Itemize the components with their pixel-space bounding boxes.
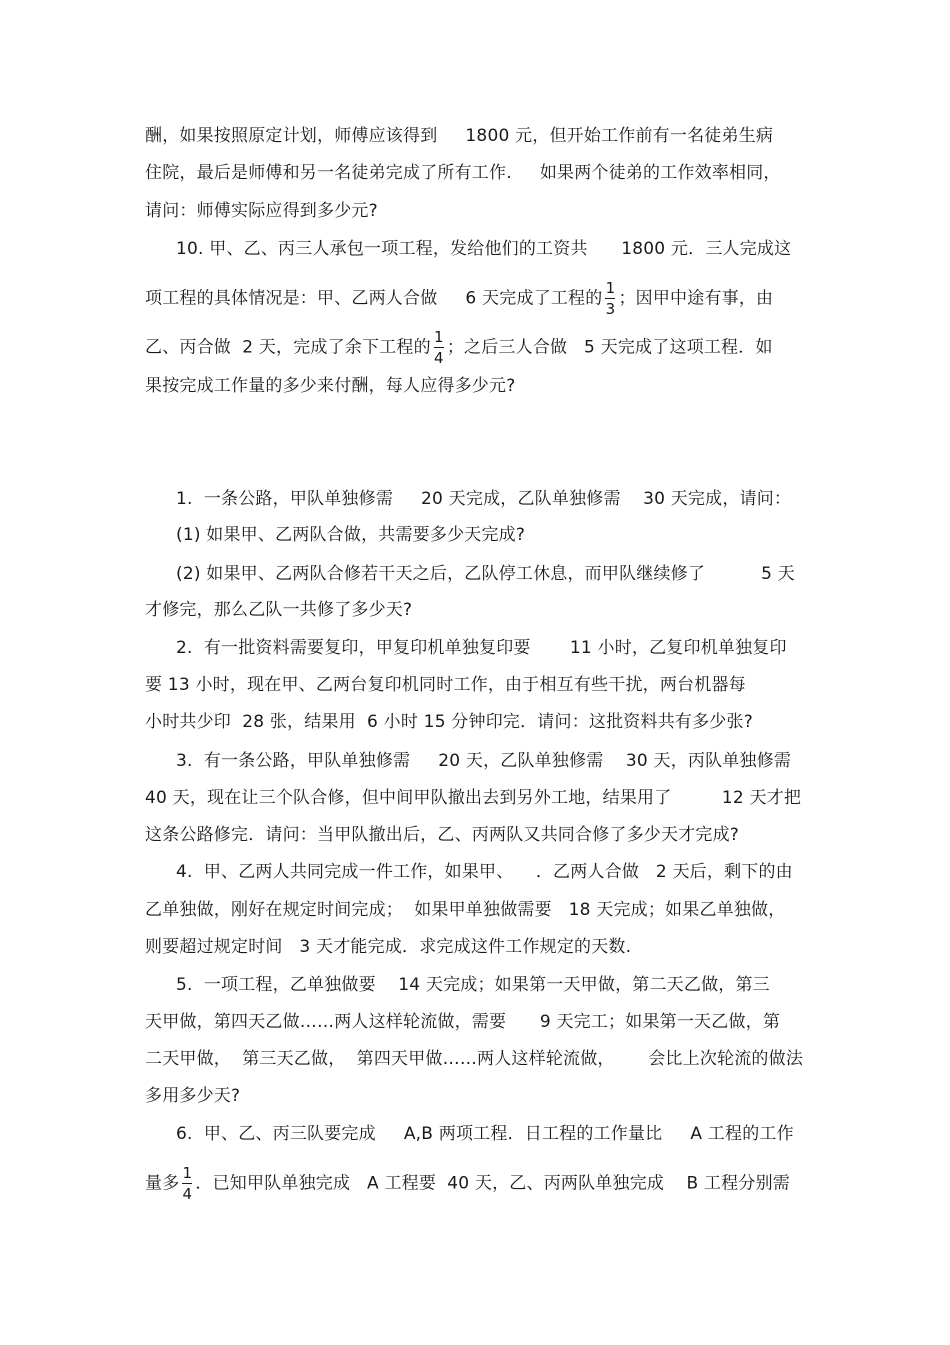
- fraction-bar: [605, 298, 615, 299]
- text-line: 住院，最后是师傅和另一名徒弟完成了所有工作. 如果两个徒弟的工作效率相同，: [145, 163, 781, 183]
- text-line: 果按完成工作量的多少来付酬，每人应得多少元?: [145, 376, 516, 396]
- text-line: 乙单独做，刚好在规定时间完成； 如果甲单独做需要 18 天完成；如果乙单独做，: [145, 900, 786, 920]
- fraction-bar: [182, 1183, 192, 1184]
- fraction-denominator: 4: [182, 1185, 193, 1203]
- text-line: (2) 如果甲、乙两队合修若干天之后，乙队停工休息，而甲队继续修了 5 天: [176, 564, 795, 584]
- problem-6-line: 6. 甲、乙、丙三队要完成 A,B 两项工程．日工程的工作量比 A 工程的工作: [176, 1124, 794, 1144]
- text-segment: ；因甲中途有事，由: [618, 288, 774, 309]
- text-line: 天甲做，第四天乙做……两人这样轮流做，需要 9 天完工；如果第一天乙做，第: [145, 1012, 781, 1032]
- fraction-denominator: 3: [605, 300, 616, 318]
- fraction-one-quarter: [434, 329, 444, 366]
- problem-2-line: 2. 有一批资料需要复印，甲复印机单独复印要 11 小时，乙复印机单独复印: [176, 638, 787, 658]
- text-line: [145, 1165, 790, 1202]
- problem-4-line: 4. 甲、乙两人共同完成一件工作，如果甲、 ．乙两人合做 2 天后，剩下的由: [176, 862, 793, 882]
- text-segment: ．已知甲队单独完成 A 工程要 40 天，乙、丙两队单独完成 B 工程分别需: [195, 1173, 790, 1194]
- text-line: 则要超过规定时间 3 天才能完成．求完成这件工作规定的天数.: [145, 937, 632, 957]
- text-line: 二天甲做， 第三天乙做， 第四天甲做……两人这样轮流做， 会比上次轮流的做法: [145, 1049, 804, 1069]
- text-line: 多用多少天?: [145, 1086, 241, 1106]
- text-line: 40 天，现在让三个队合修，但中间甲队撤出去到另外工地，结果用了 12 天才把: [145, 788, 802, 808]
- fraction-numerator: 1: [605, 279, 616, 297]
- fraction-bar: [434, 347, 444, 348]
- text-segment: 项工程的具体情况是：甲、乙两人合做 6 天完成了工程的: [145, 288, 603, 309]
- text-segment: 乙、丙合做 2 天，完成了余下工程的: [145, 337, 431, 358]
- fraction-denominator: 4: [433, 349, 444, 367]
- text-segment: 量多: [145, 1173, 180, 1194]
- text-line: (1) 如果甲、乙两队合做，共需要多少天完成?: [176, 525, 526, 545]
- problem-3-line: 3. 有一条公路，甲队单独修需 20 天，乙队单独修需 30 天，丙队单独修需: [176, 751, 792, 771]
- text-segment: ；之后三人合做 5 天完成了这项工程．如: [446, 337, 773, 358]
- fraction-numerator: 1: [182, 1164, 193, 1182]
- text-line: [145, 329, 773, 366]
- text-line: 请问：师傅实际应得到多少元?: [145, 201, 378, 221]
- problem-5-line: 5. 一项工程，乙单独做要 14 天完成；如果第一天甲做，第二天乙做，第三: [176, 975, 770, 995]
- text-line: 小时共少印 28 张，结果用 6 小时 15 分钟印完．请问：这批资料共有多少张?: [145, 712, 753, 732]
- text-line: [145, 280, 773, 317]
- text-line: 要 13 小时，现在甲、乙两台复印机同时工作，由于相互有些干扰，两台机器每: [145, 675, 746, 695]
- text-line: 才修完，那么乙队一共修了多少天?: [145, 600, 413, 620]
- fraction-one-quarter: [182, 1165, 192, 1202]
- problem-10-line: 10. 甲、乙、丙三人承包一项工程，发给他们的工资共 1800 元．三人完成这: [176, 239, 792, 259]
- text-line: 酬，如果按照原定计划，师傅应该得到 1800 元，但开始工作前有一名徒弟生病: [145, 126, 774, 146]
- fraction-numerator: 1: [433, 328, 444, 346]
- text-line: 这条公路修完．请问：当甲队撤出后，乙、丙两队又共同合修了多少天才完成?: [145, 825, 740, 845]
- fraction-one-third: [605, 280, 615, 317]
- problem-1-line: 1. 一条公路，甲队单独修需 20 天完成，乙队单独修需 30 天完成，请问：: [176, 489, 792, 509]
